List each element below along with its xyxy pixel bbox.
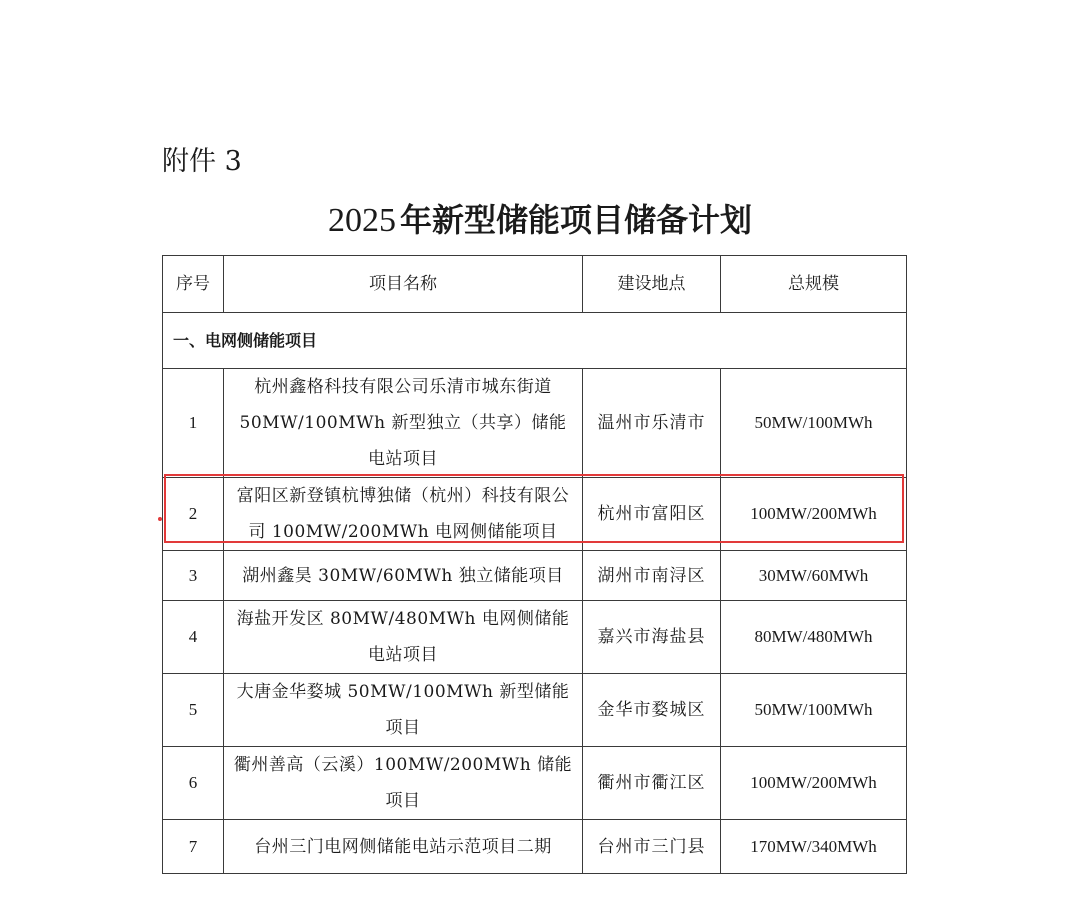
title-text: 年新型储能项目储备计划: [399, 201, 752, 239]
row-scale: 30MW/60MWh: [721, 551, 907, 601]
attachment-label: 附件 3: [162, 146, 242, 177]
row-no: 3: [163, 551, 224, 601]
row-no: 4: [163, 601, 224, 674]
row-name: 富阳区新登镇杭博独储（杭州）科技有限公司 100MW/200MWh 电网侧储能项目: [224, 478, 583, 551]
row-no: 7: [163, 820, 224, 874]
row-location: 湖州市南浔区: [583, 551, 721, 601]
row-scale: 100MW/200MWh: [721, 478, 907, 551]
table-row: [163, 551, 907, 601]
table-row: [163, 747, 907, 820]
row-name: 湖州鑫昊 30MW/60MWh 独立储能项目: [224, 551, 583, 601]
row-location: 金华市婺城区: [583, 674, 721, 747]
row-scale: 50MW/100MWh: [721, 369, 907, 478]
row-location: 嘉兴市海盐县: [583, 601, 721, 674]
row-scale: 170MW/340MWh: [721, 820, 907, 874]
row-no: 6: [163, 747, 224, 820]
row-scale: 100MW/200MWh: [721, 747, 907, 820]
row-location: 温州市乐清市: [583, 369, 721, 478]
section-row: [163, 313, 907, 369]
annotation-dot: [158, 517, 162, 521]
table-row: [163, 601, 907, 674]
row-no: 2: [163, 478, 224, 551]
row-scale: 80MW/480MWh: [721, 601, 907, 674]
row-no: 5: [163, 674, 224, 747]
row-name: 杭州鑫格科技有限公司乐清市城东街道 50MW/100MWh 新型独立（共享）储能电站项目: [224, 369, 583, 478]
row-scale: 50MW/100MWh: [721, 674, 907, 747]
row-name: 台州三门电网侧储能电站示范项目二期: [224, 820, 583, 874]
row-name: 大唐金华婺城 50MW/100MWh 新型储能项目: [224, 674, 583, 747]
row-name: 海盐开发区 80MW/480MWh 电网侧储能电站项目: [224, 601, 583, 674]
table-row: [163, 674, 907, 747]
table-row: [163, 820, 907, 874]
header-name: 项目名称: [224, 256, 583, 313]
table-row: [163, 369, 907, 478]
document-title: [0, 196, 1080, 245]
header-scale: 总规模: [721, 256, 907, 313]
row-location: 杭州市富阳区: [583, 478, 721, 551]
row-no: 1: [163, 369, 224, 478]
title-year: 2025: [327, 202, 396, 239]
table-header-row: [163, 256, 907, 313]
storage-plan-table: [162, 255, 907, 874]
section-title: 一、电网侧储能项目: [163, 313, 907, 369]
header-no: 序号: [163, 256, 224, 313]
header-location: 建设地点: [583, 256, 721, 313]
row-location: 台州市三门县: [583, 820, 721, 874]
table-row: [163, 478, 907, 551]
row-name: 衢州善高（云溪）100MW/200MWh 储能项目: [224, 747, 583, 820]
row-location: 衢州市衢江区: [583, 747, 721, 820]
